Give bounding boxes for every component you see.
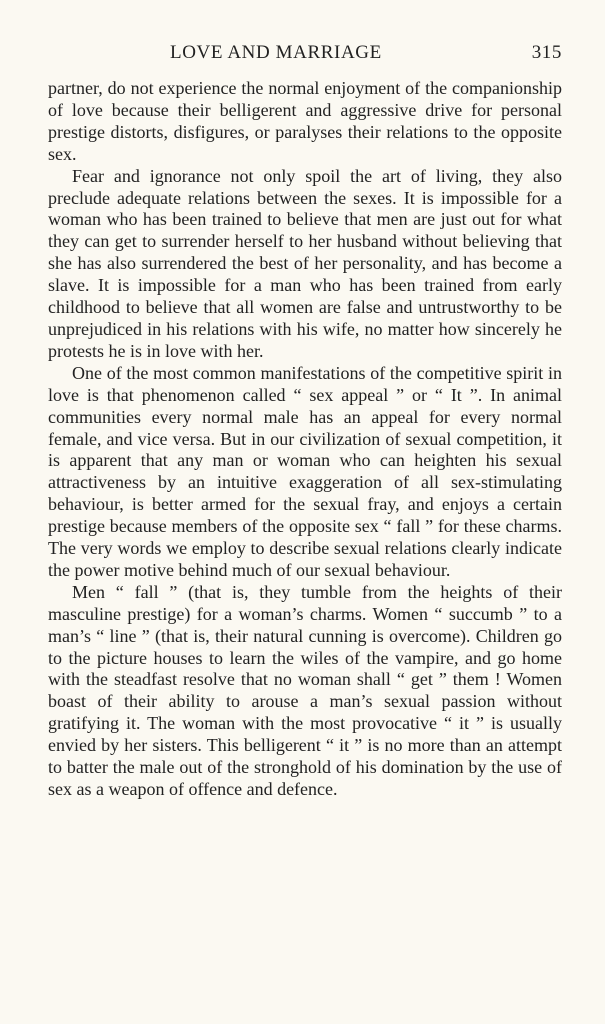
- paragraph: One of the most common manifestations of the competitive spirit in love is that phenomenon called “ sex appeal ” or “ It ”. In animal communities every normal male has an appeal for every normal female, and vice versa. But in our civilization of sexual competition, it is apparent that any man or woman who can heighten his sexual attractiveness by an intuitive exaggeration of all sex-stimulating behaviour, is better armed for the sexual fray, and enjoys a certain prestige because members of the opposite sex “ fall ” for these charms. The very words we employ to describe sexual relations clearly indicate the power motive behind much of our sexual behaviour.: [48, 362, 562, 580]
- paragraph: partner, do not experience the normal enjoyment of the companionship of love because their belligerent and aggressive drive for personal prestige distorts, disfigures, or paralyses their relations to the opposite sex.: [48, 78, 562, 164]
- body-text: [48, 78, 562, 801]
- running-title: LOVE AND MARRIAGE: [170, 42, 382, 63]
- book-page: [48, 42, 562, 801]
- page-number: 315: [531, 42, 562, 63]
- paragraph: Fear and ignorance not only spoil the art of living, they also preclude adequate relations between the sexes. It is impossible for a woman who has been trained to believe that men are just out for what they can get to surrender herself to her husband without believing that she has also surrendered the best of her personality, and has become a slave. It is impossible for a man who has been trained from early childhood to believe that all women are false and untrustworthy to be unprejudiced in his relations with his wife, no matter how sincerely he protests he is in love with her.: [48, 165, 562, 361]
- paragraph: Men “ fall ” (that is, they tumble from the heights of their masculine prestige) for a woman’s charms. Women “ succumb ” to a man’s “ line ” (that is, their natural cunning is overcome). Children go to the picture houses to learn the wiles of the vampire, and go home with the steadfast resolve that no woman shall “ get ” them ! Women boast of their ability to arouse a man’s sexual passion without gratifying it. The woman with the most provocative “ it ” is usually envied by her sisters. This belligerent “ it ” is no more than an attempt to batter the male out of the stronghold of his domination by the use of sex as a weapon of offence and defence.: [48, 581, 562, 799]
- running-header: [48, 42, 562, 72]
